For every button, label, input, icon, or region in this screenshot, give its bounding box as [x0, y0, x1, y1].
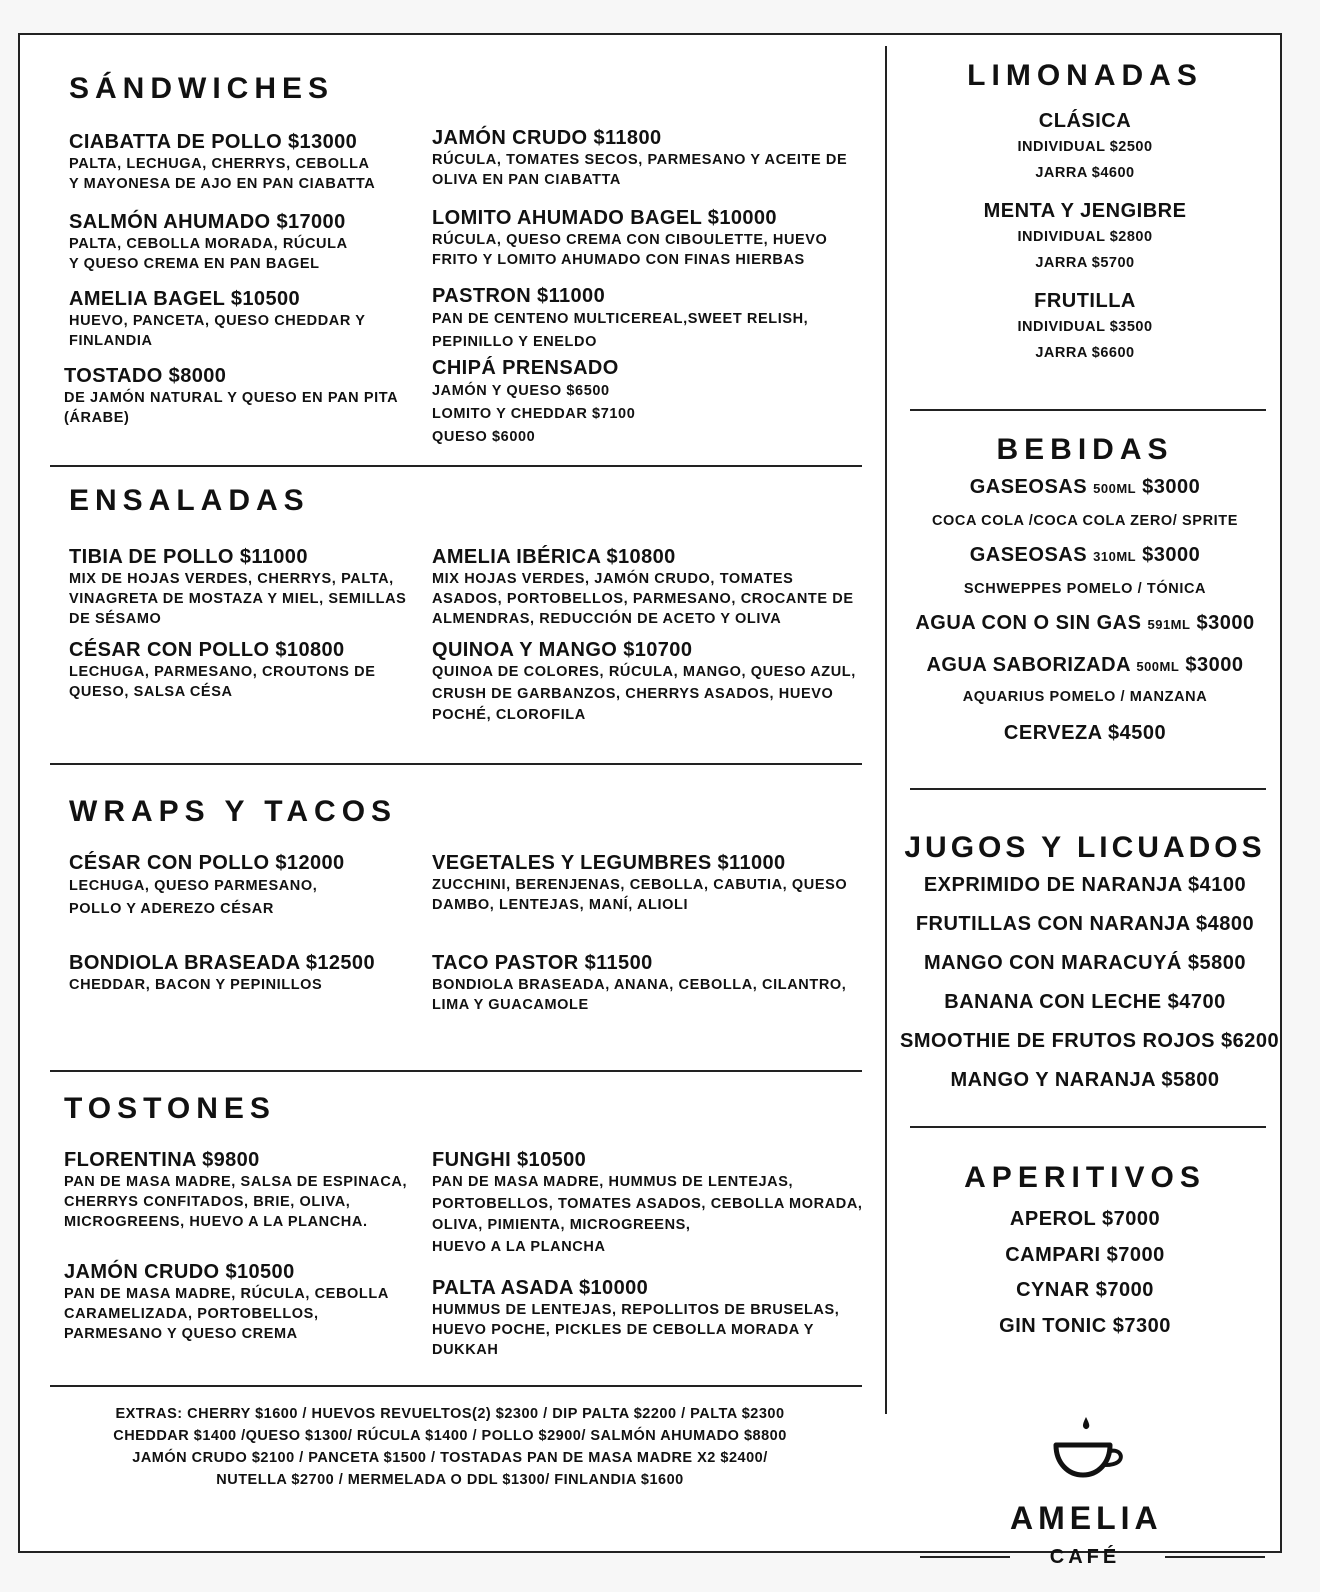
drink-item: [910, 720, 1260, 746]
aperitivo-item: CAMPARI $7000: [1005, 1243, 1165, 1266]
drink-item: [910, 474, 1260, 502]
menu-item: [64, 1260, 444, 1344]
menu-item: [432, 126, 872, 190]
item-name: AMELIA BAGEL $10500: [69, 288, 301, 310]
item-name: BONDIOLA BRASEADA $12500: [69, 952, 375, 974]
section-title-jugos: JUGOS Y LICUADOS: [904, 831, 1266, 864]
section-title-bebidas: BEBIDAS: [996, 433, 1174, 466]
item-desc: HUMMUS DE LENTEJAS, REPOLLITOS DE BRUSELAS, HUEVO POCHE, PICKLES DE CEBOLLA MORADA Y DUKKAH: [432, 1302, 840, 1358]
item-desc: BONDIOLA BRASEADA, ANANA, CEBOLLA, CILANTRO, LIMA Y GUACAMOLE: [432, 977, 847, 1013]
item-desc: PAN DE CENTENO MULTICEREAL,SWEET RELISH, PEPINILLO Y ENELDO: [432, 311, 809, 350]
aperitivos-section: [910, 1160, 1260, 1344]
item-desc: PALTA, CEBOLLA MORADA, RÚCULA Y QUESO CREMA EN PAN BAGEL: [69, 236, 348, 272]
item-desc: PALTA, LECHUGA, CHERRYS, CEBOLLA Y MAYONESA DE AJO EN PAN CIABATTA: [69, 156, 376, 192]
extras-text: CHERRY $1600 / HUEVOS REVUELTOS(2) $2300 / DIP PALTA $2200 / PALTA $2300: [187, 1406, 785, 1422]
menu-item: [432, 638, 872, 727]
item-name: QUINOA Y MANGO $10700: [432, 639, 693, 661]
drink-size: 500ML: [1136, 659, 1180, 674]
item-option: JAMÓN Y QUESO $6500: [432, 383, 610, 399]
section-divider: [910, 409, 1266, 411]
item-option: LOMITO Y CHEDDAR $7100: [432, 406, 636, 422]
column-divider: [885, 46, 887, 1414]
menu-item: [69, 851, 439, 921]
item-name: TACO PASTOR $11500: [432, 952, 653, 974]
menu-item: [432, 951, 872, 1015]
item-name: FLORENTINA $9800: [64, 1149, 260, 1171]
logo-name: AMELIA: [1010, 1500, 1163, 1536]
section-divider: [50, 763, 862, 765]
section-title-wraps: WRAPS Y TACOS: [69, 795, 398, 828]
section-title-limonadas: LIMONADAS: [967, 59, 1203, 92]
jugo-item: FRUTILLAS CON NARANJA $4800: [915, 913, 1255, 935]
item-desc: MIX HOJAS VERDES, JAMÓN CRUDO, TOMATES ASADOS, PORTOBELLOS, PARMESANO, CROCANTE DE ALMENDRAS, REDUCCIÓN DE ACETO Y OLIVA: [432, 571, 854, 627]
item-desc: QUINOA DE COLORES, RÚCULA, MANGO, QUESO AZUL, CRUSH DE GARBANZOS, CHERRYS ASADOS, HUEVO POCHÉ, CLOROFILA: [432, 664, 856, 723]
menu-item: [69, 545, 429, 629]
limonada-price: JARRA $4600: [1035, 165, 1135, 181]
menu-item: [69, 951, 439, 995]
drink-name: GASEOSAS: [969, 476, 1088, 498]
menu-item: [69, 210, 439, 274]
section-divider: [50, 1385, 862, 1387]
drink-size: 591ML: [1147, 617, 1191, 632]
menu-item: [432, 1276, 872, 1360]
item-name: CHIPÁ PRENSADO: [432, 357, 619, 379]
item-desc: CHEDDAR, BACON Y PEPINILLOS: [69, 977, 323, 993]
item-desc: PAN DE MASA MADRE, SALSA DE ESPINACA, CHERRYS CONFITADOS, BRIE, OLIVA, MICROGREENS, HUEVO A LA PLANCHA.: [64, 1174, 408, 1230]
item-name: JAMÓN CRUDO $11800: [432, 127, 662, 149]
jugo-item: SMOOTHIE DE FRUTOS ROJOS $6200: [900, 1030, 1280, 1052]
menu-item: [69, 638, 429, 702]
coffee-cup-icon: [1048, 1415, 1128, 1490]
drink-name: AGUA SABORIZADA: [926, 654, 1131, 676]
item-desc: PAN DE MASA MADRE, HUMMUS DE LENTEJAS, PORTOBELLOS, TOMATES ASADOS, CEBOLLA MORADA, OLIVA, PIMIENTA, MICROGREENS, HUEVO A LA PLANCHA: [432, 1174, 863, 1255]
item-name: TIBIA DE POLLO $11000: [69, 546, 308, 568]
item-name: LOMITO AHUMADO BAGEL $10000: [432, 207, 777, 229]
item-name: VEGETALES Y LEGUMBRES $11000: [432, 852, 786, 874]
item-name: PASTRON $11000: [432, 285, 606, 307]
drink-item: [910, 610, 1260, 638]
extras-block: [50, 1403, 850, 1491]
item-desc: DE JAMÓN NATURAL Y QUESO EN PAN PITA (ÁRABE): [64, 390, 399, 426]
section-divider: [50, 1070, 862, 1072]
item-desc: MIX DE HOJAS VERDES, CHERRYS, PALTA, VINAGRETA DE MOSTAZA Y MIEL, SEMILLAS DE SÉSAMO: [69, 571, 407, 627]
menu-item: [432, 356, 872, 449]
section-divider: [910, 788, 1266, 790]
drink-price: $3000: [1142, 476, 1201, 498]
drink-sub: SCHWEPPES POMELO / TÓNICA: [963, 581, 1207, 597]
limonada-name: CLÁSICA: [1038, 110, 1132, 132]
item-desc: RÚCULA, QUESO CREMA CON CIBOULETTE, HUEVO FRITO Y LOMITO AHUMADO CON FINAS HIERBAS: [432, 232, 828, 268]
menu-item: [432, 1148, 872, 1258]
menu-item: [69, 130, 439, 194]
item-name: FUNGHI $10500: [432, 1149, 587, 1171]
item-option: QUESO $6000: [432, 429, 536, 445]
extras-line: JAMÓN CRUDO $2100 / PANCETA $1500 / TOSTADAS PAN DE MASA MADRE X2 $2400/: [132, 1450, 768, 1466]
limonada-name: MENTA Y JENGIBRE: [983, 200, 1187, 222]
item-name: PALTA ASADA $10000: [432, 1277, 649, 1299]
limonada-price: INDIVIDUAL $3500: [1017, 319, 1153, 335]
item-name: AMELIA IBÉRICA $10800: [432, 546, 676, 568]
menu-item: [432, 851, 872, 915]
limonada-price: JARRA $5700: [1035, 255, 1135, 271]
section-title-ensaladas: ENSALADAS: [69, 484, 310, 517]
section-divider: [50, 465, 862, 467]
drink-price: $3000: [1185, 654, 1244, 676]
item-name: TOSTADO $8000: [64, 365, 227, 387]
drink-size: 310ML: [1093, 549, 1137, 564]
item-name: CÉSAR CON POLLO $10800: [69, 639, 345, 661]
menu-item: [432, 284, 872, 354]
extras-label: EXTRAS:: [115, 1406, 183, 1422]
jugo-item: MANGO CON MARACUYÁ $5800: [923, 952, 1247, 974]
drink-sub: COCA COLA /COCA COLA ZERO/ SPRITE: [931, 513, 1239, 529]
logo-rule-left: [920, 1556, 1010, 1558]
menu-item: [432, 206, 872, 270]
drink-price: $3000: [1196, 612, 1255, 634]
jugo-item: MANGO Y NARANJA $5800: [950, 1069, 1220, 1091]
drink-price: $4500: [1107, 722, 1167, 744]
menu-item: [64, 1148, 444, 1232]
drink-item: [910, 652, 1260, 680]
menu-item: [69, 287, 439, 351]
extras-line: [50, 1403, 850, 1425]
jugo-item: EXPRIMIDO DE NARANJA $4100: [923, 874, 1247, 896]
item-desc: ZUCCHINI, BERENJENAS, CEBOLLA, CABUTIA, QUESO DAMBO, LENTEJAS, MANÍ, ALIOLI: [432, 877, 848, 913]
drink-sub: AQUARIUS POMELO / MANZANA: [962, 689, 1208, 705]
drink-name: CERVEZA: [1003, 722, 1102, 744]
limonadas-section: [910, 58, 1260, 366]
drink-item: [910, 542, 1260, 570]
section-title-tostones: TOSTONES: [64, 1092, 276, 1125]
aperitivo-item: GIN TONIC $7300: [999, 1314, 1171, 1337]
item-name: SALMÓN AHUMADO $17000: [69, 211, 346, 233]
bebidas-section: [910, 432, 1260, 746]
section-title-aperitivos: APERITIVOS: [964, 1161, 1206, 1194]
menu-item: [432, 545, 872, 629]
item-desc: PAN DE MASA MADRE, RÚCULA, CEBOLLA CARAMELIZADA, PORTOBELLOS, PARMESANO Y QUESO CREMA: [64, 1286, 389, 1342]
extras-line: NUTELLA $2700 / MERMELADA O DDL $1300/ FINLANDIA $1600: [216, 1472, 684, 1488]
item-name: CÉSAR CON POLLO $12000: [69, 852, 345, 874]
item-name: CIABATTA DE POLLO $13000: [69, 131, 358, 153]
section-title-sandwiches: SÁNDWICHES: [69, 72, 335, 105]
limonada-price: INDIVIDUAL $2800: [1017, 229, 1153, 245]
limonada-price: JARRA $6600: [1035, 345, 1135, 361]
aperitivo-item: CYNAR $7000: [1016, 1279, 1154, 1301]
limonada-price: INDIVIDUAL $2500: [1017, 139, 1153, 155]
item-name: JAMÓN CRUDO $10500: [64, 1261, 295, 1283]
drink-name: AGUA CON O SIN GAS: [915, 612, 1142, 634]
item-desc: HUEVO, PANCETA, QUESO CHEDDAR Y FINLANDIA: [69, 313, 366, 349]
aperitivo-item: APEROL $7000: [1009, 1208, 1161, 1230]
drink-name: GASEOSAS: [969, 544, 1088, 566]
logo-rule-right: [1165, 1556, 1265, 1558]
item-desc: LECHUGA, PARMESANO, CROUTONS DE QUESO, SALSA CÉSA: [69, 664, 376, 700]
limonada-name: FRUTILLA: [1034, 290, 1136, 312]
drink-price: $3000: [1142, 544, 1201, 566]
item-desc: LECHUGA, QUESO PARMESANO, POLLO Y ADEREZO CÉSAR: [69, 878, 318, 917]
logo-sub: CAFÉ: [1049, 1546, 1121, 1568]
menu-item: [64, 364, 444, 428]
jugos-section: [900, 830, 1280, 1100]
item-desc: RÚCULA, TOMATES SECOS, PARMESANO Y ACEITE DE OLIVA EN PAN CIABATTA: [432, 152, 848, 188]
extras-line: CHEDDAR $1400 /QUESO $1300/ RÚCULA $1400 / POLLO $2900/ SALMÓN AHUMADO $8800: [113, 1428, 787, 1444]
jugo-item: BANANA CON LECHE $4700: [944, 991, 1226, 1013]
drink-size: 500ML: [1093, 481, 1137, 496]
section-divider: [910, 1126, 1266, 1128]
